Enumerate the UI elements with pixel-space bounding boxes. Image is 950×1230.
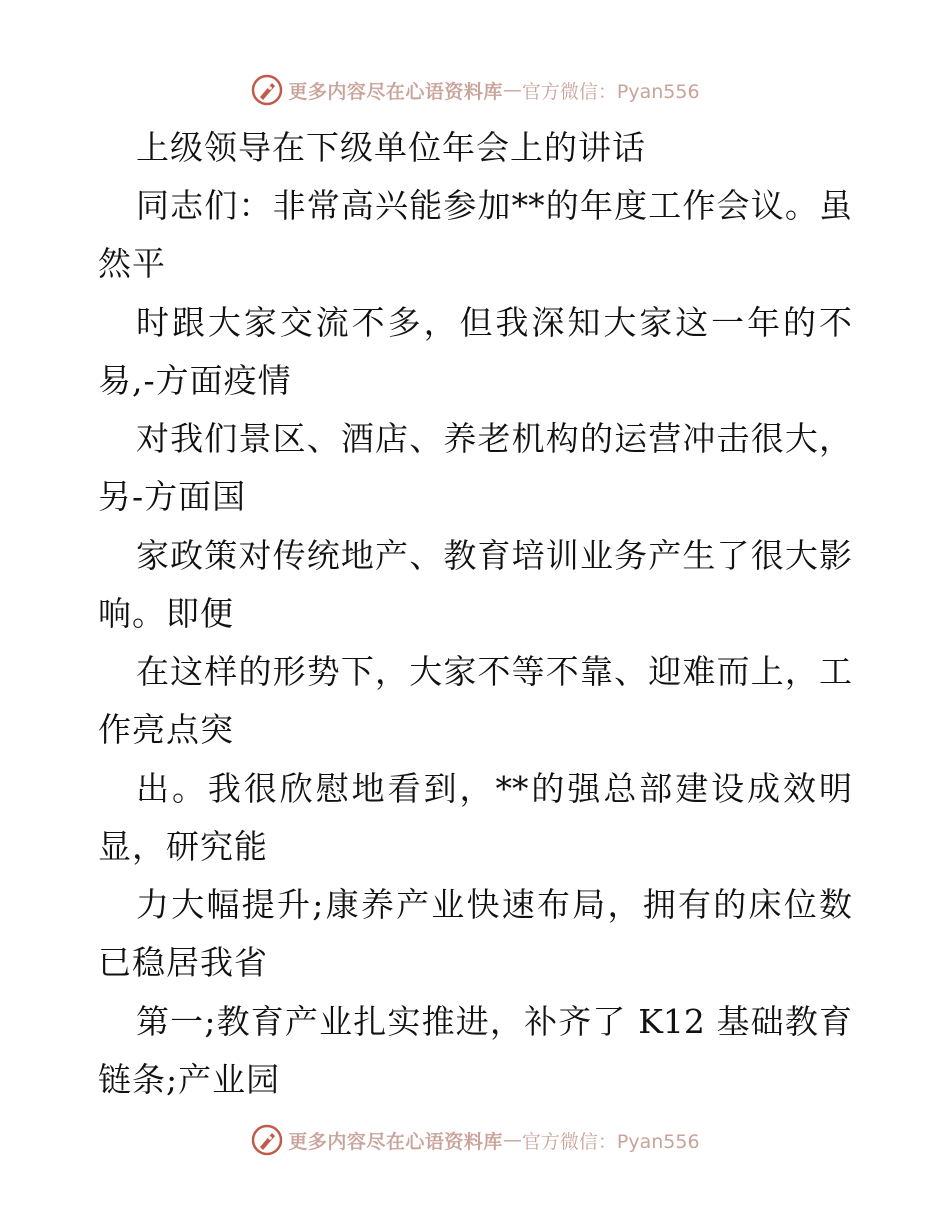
banner-wechat: 官方微信：Pyan556 [521, 1130, 700, 1153]
paragraph-line: 在这样的形势下，大家不等不靠、迎难而上，工 [136, 652, 852, 691]
footer-watermark-banner [0, 1120, 950, 1160]
paragraph-line: 家政策对传统地产、教育培训业务产生了很大影 [136, 536, 852, 575]
paragraph-line-continuation: 作亮点突 [98, 710, 234, 749]
paragraph-line-continuation: 已稳居我省 [98, 943, 268, 982]
paragraph-line-continuation: 显，研究能 [98, 827, 268, 866]
paragraph-line: 对我们景区、酒店、养老机构的运营冲击很大， [136, 419, 852, 458]
banner-text: 更多内容尽在心语资料库 [288, 80, 503, 103]
paragraph-line-continuation: 另-方面国 [98, 477, 247, 516]
paragraph-line: 时跟大家交流不多，但我深知大家这一年的不 [136, 303, 852, 342]
paragraph-line: 出。我很欣慰地看到，**的强总部建设成效明 [136, 769, 852, 808]
paragraph-line-continuation: 然平 [98, 244, 166, 283]
banner-separator: — [502, 79, 522, 101]
document-title: 上级领导在下级单位年会上的讲话 [136, 128, 646, 167]
banner-text: 更多内容尽在心语资料库 [288, 1130, 503, 1153]
paragraph-line-continuation: 链条;产业园 [98, 1060, 281, 1099]
paragraph-line: 力大幅提升;康养产业快速布局，拥有的床位数 [136, 885, 852, 924]
banner-wechat: 官方微信：Pyan556 [521, 80, 700, 103]
paragraph-line: 同志们：非常高兴能参加**的年度工作会议。虽 [136, 186, 852, 225]
banner-separator: — [502, 1129, 522, 1151]
paragraph-line-continuation: 易,-方面疫情 [98, 361, 292, 400]
pen-nib-logo-icon [250, 1123, 284, 1157]
header-watermark-banner [0, 70, 950, 110]
paragraph-line: 第一;教育产业扎实推进，补齐了 K12 基础教育 [136, 1002, 852, 1041]
paragraph-line-continuation: 响。即便 [98, 594, 234, 633]
pen-nib-logo-icon [250, 73, 284, 107]
